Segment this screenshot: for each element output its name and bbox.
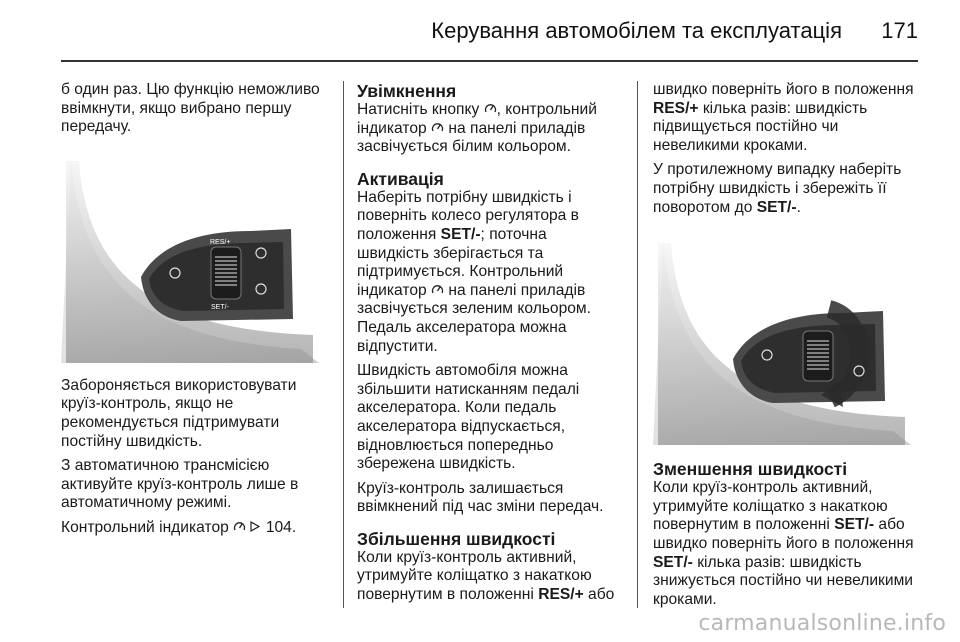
column-3 <box>653 81 918 615</box>
cruise-control-symbol-icon <box>431 283 444 296</box>
steering-wheel-roller-illustration <box>653 231 911 445</box>
page-reference[interactable]: 104. <box>265 518 297 536</box>
steering-wheel-controls-illustration <box>61 149 319 363</box>
cruise-control-symbol-icon <box>431 121 444 134</box>
heading-increase-speed: Збільшення швидкості <box>357 528 556 549</box>
column-2 <box>357 81 619 611</box>
heading-decrease-speed: Зменшення швидкості <box>653 459 848 480</box>
steering-wheel-figure-1 <box>61 149 319 363</box>
paragraph: У протилежному випадку наберіть потрібну швидкість і збережіть її поворотом до SET/-. <box>653 161 902 216</box>
paragraph: Круїз-контроль залишається ввімкнений під час зміни передач. <box>357 479 604 516</box>
column-divider-1 <box>343 81 344 608</box>
cruise-control-symbol-icon <box>233 520 246 533</box>
steering-wheel-figure-2 <box>653 231 911 445</box>
paragraph: Коли круїз-контроль активний, утримуйте коліщатко з накаткою повернутим в положенні RES/+ або <box>357 548 615 604</box>
paragraph <box>61 519 329 538</box>
paragraph: Коли круїз-контроль активний, утримуйте коліщатко з накаткою повернутим в положенні SET/- або швидко поверніть його в положення SET/- кілька разів: швидкість знижується постійно чи невеликими кроками. <box>653 479 914 608</box>
set-label: SET/- <box>211 303 229 311</box>
paragraph-text: Контрольний індикатор <box>61 518 229 536</box>
paragraph: швидко поверніть його в положення RES/+ кілька разів: швидкість підвищується постійно чи невеликими кроками. <box>653 81 914 154</box>
section-title: Керування автомобілем та експлуатація <box>431 18 842 43</box>
res-label: RES/+ <box>210 238 231 246</box>
paragraph: Наберіть потрібну швидкість і поверніть колесо регулятора в положення SET/-; поточна швидкість зберігається та підтримується. Контрольний індикатор на панелі приладів засвічується зеленим кольором. Педаль акселератора можна відпустити. <box>357 188 591 355</box>
column-1 <box>61 81 329 544</box>
paragraph: Натисніть кнопку , контрольний індикатор на панелі приладів засвічується білим кольором. <box>357 101 597 156</box>
paragraph: Швидкість автомобіля можна збільшити натисканням педалі акселератора. Коли педаль акселератора відпускається, відновлюється попередньо збережена швидкість. <box>357 362 580 473</box>
watermark: carmanualsonline.info <box>698 611 946 636</box>
paragraph: Забороняється використовувати круїз-контроль, якщо не рекомендується підтримувати постійну швидкість. <box>61 376 297 450</box>
paragraph: б один раз. Цю функцію неможливо ввімкнути, якщо вибрано першу передачу. <box>61 81 320 136</box>
reference-arrow-icon[interactable] <box>250 520 261 533</box>
page-number: 171 <box>881 18 918 43</box>
heading-switch-on: Увімкнення <box>357 81 457 101</box>
cruise-control-symbol-icon <box>484 102 497 115</box>
page-header <box>0 0 960 60</box>
heading-activation: Активація <box>357 168 444 189</box>
header-divider <box>61 60 918 62</box>
paragraph: З автоматичною трансмісією активуйте круїз-контроль лише в автоматичному режимі. <box>61 457 299 512</box>
column-divider-2 <box>637 81 638 608</box>
